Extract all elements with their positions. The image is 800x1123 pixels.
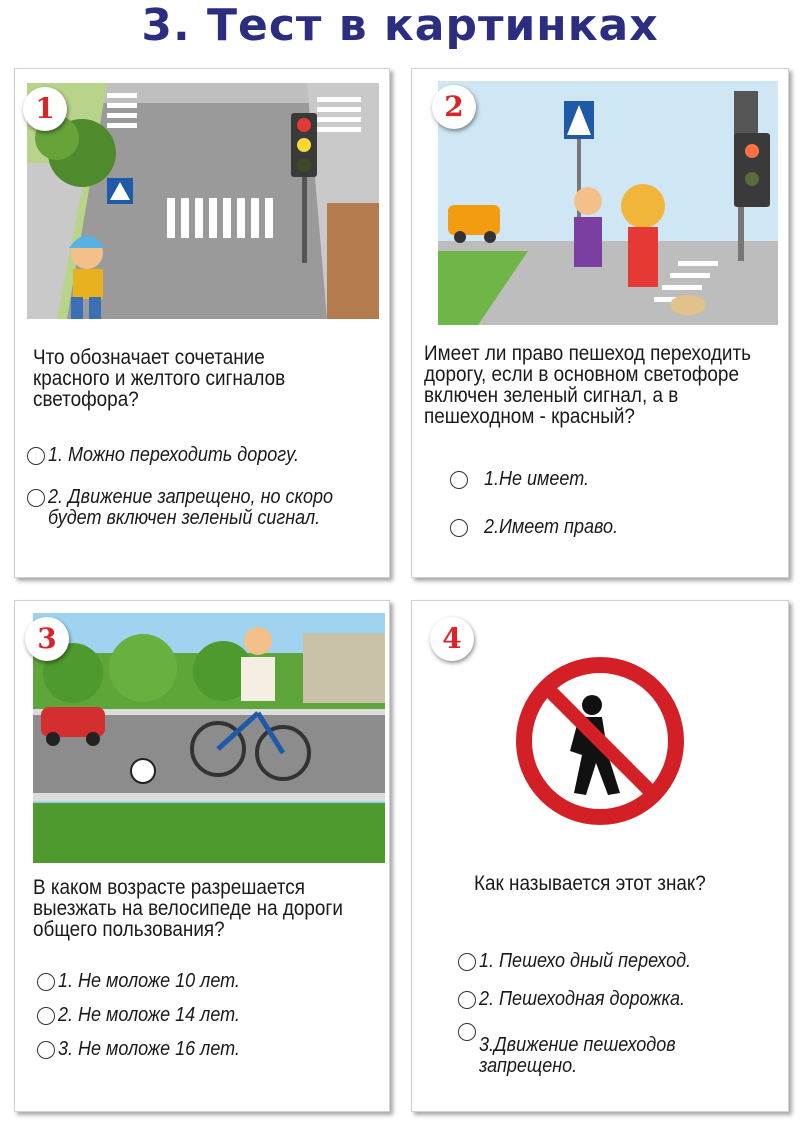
card-number-badge: 4 bbox=[430, 617, 474, 661]
radio-button[interactable] bbox=[37, 1007, 55, 1025]
option-text: 3. Не моложе 16 лет. bbox=[58, 1038, 240, 1060]
radio-button[interactable] bbox=[27, 447, 45, 465]
radio-button[interactable] bbox=[27, 489, 45, 507]
option-text: 1. Пешехо дный переход. bbox=[479, 950, 692, 972]
question-card-2 bbox=[411, 68, 789, 578]
no-pedestrians-sign-icon bbox=[508, 651, 692, 831]
answer-option-1[interactable] bbox=[450, 469, 601, 490]
question-text: Как называется этот знак? bbox=[474, 872, 706, 895]
pedestrian-crossing-illustration bbox=[438, 81, 778, 325]
question-card-4 bbox=[411, 600, 789, 1112]
question-card-1 bbox=[14, 68, 390, 578]
answer-option-3[interactable] bbox=[37, 1039, 260, 1060]
cyclist-illustration bbox=[33, 613, 385, 863]
option-text: 2. Движение запрещено, но скоро будет включен зеленый сигнал. bbox=[48, 486, 334, 529]
option-text: 1.Не имеет. bbox=[484, 468, 589, 490]
answer-option-1[interactable] bbox=[458, 951, 715, 972]
answer-option-2[interactable] bbox=[27, 487, 365, 529]
page-title: 3. Тест в картинках bbox=[141, 0, 659, 51]
radio-button[interactable] bbox=[458, 991, 476, 1009]
question-text: Имеет ли право пешеход переходить дорогу, если в основном светофоре включен зеленый сигнал, а в пешеходном - красный? bbox=[424, 342, 751, 428]
answer-option-3[interactable] bbox=[458, 1021, 698, 1077]
answer-option-2[interactable] bbox=[458, 989, 708, 1010]
option-text: 2.Имеет право. bbox=[484, 516, 618, 538]
intersection-illustration bbox=[27, 83, 379, 319]
radio-button[interactable] bbox=[458, 1023, 476, 1041]
option-text: 1. Можно переходить дорогу. bbox=[48, 444, 299, 466]
answer-option-2[interactable] bbox=[450, 517, 633, 538]
option-text: 3.Движение пешеходов запрещено. bbox=[479, 1034, 676, 1077]
option-text: 2. Не моложе 14 лет. bbox=[58, 1004, 240, 1026]
question-text: В каком возрасте разрешается выезжать на велосипеде на дороги общего пользования? bbox=[33, 876, 343, 941]
radio-button[interactable] bbox=[450, 519, 468, 537]
card-number-badge: 1 bbox=[23, 87, 67, 131]
question-text: Что обозначает сочетание красного и желтого сигналов светофора? bbox=[33, 346, 286, 411]
option-text: 2. Пешеходная дорожка. bbox=[479, 988, 686, 1010]
question-card-3 bbox=[14, 600, 390, 1112]
radio-button[interactable] bbox=[37, 1041, 55, 1059]
answer-option-1[interactable] bbox=[37, 971, 260, 992]
card-number-badge: 2 bbox=[432, 85, 476, 129]
radio-button[interactable] bbox=[458, 953, 476, 971]
card-number-badge: 3 bbox=[25, 617, 69, 661]
option-text: 1. Не моложе 10 лет. bbox=[58, 970, 240, 992]
radio-button[interactable] bbox=[450, 471, 468, 489]
radio-button[interactable] bbox=[37, 973, 55, 991]
answer-option-1[interactable] bbox=[27, 445, 327, 466]
answer-option-2[interactable] bbox=[37, 1005, 260, 1026]
